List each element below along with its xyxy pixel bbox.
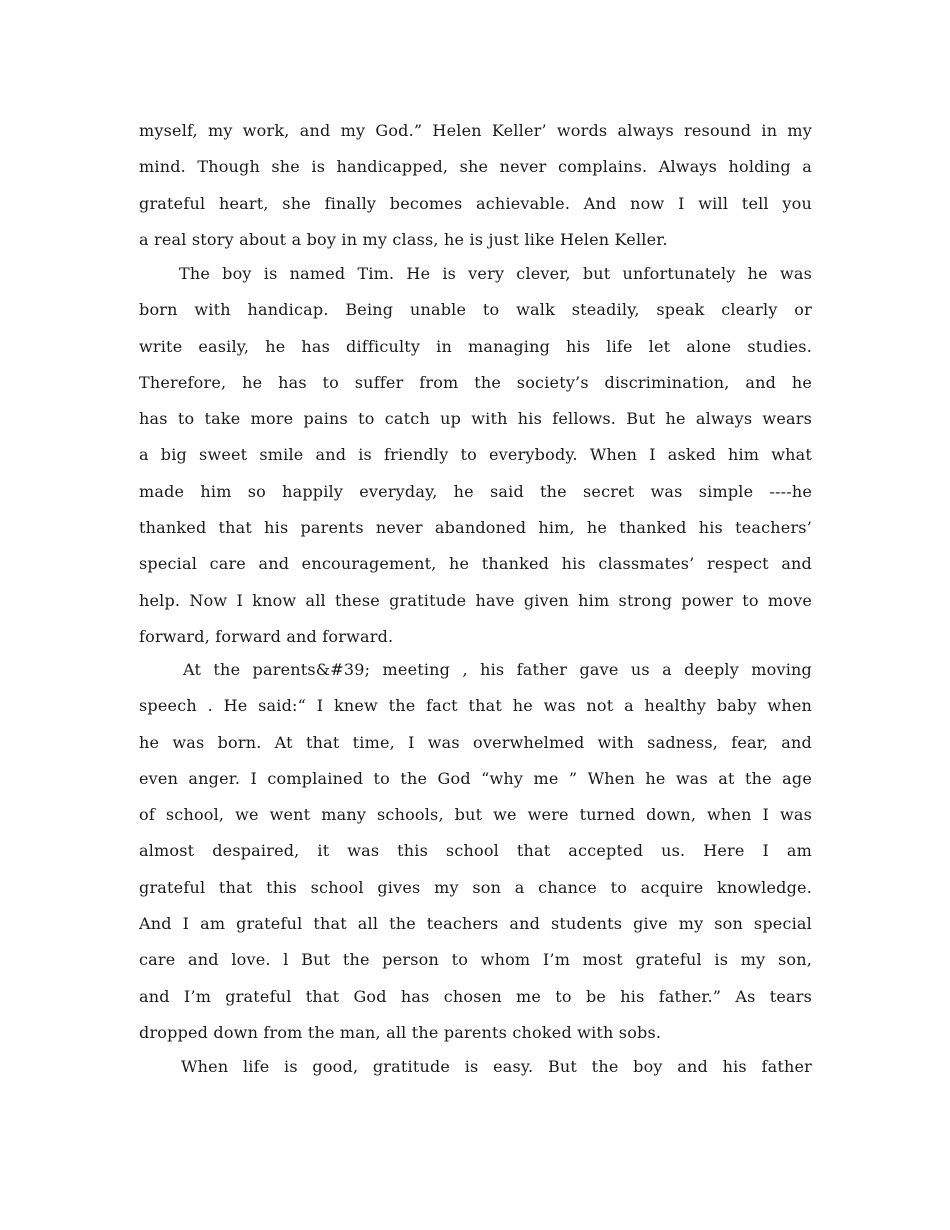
text-line: grateful that this school gives my son a chance to acquire knowledge. xyxy=(139,877,812,897)
text-line: a real story about a boy in my class, he is just like Helen Keller. xyxy=(139,229,668,249)
text-line: forward, forward and forward. xyxy=(139,626,394,646)
text-line: help. Now I know all these gratitude have given him strong power to move xyxy=(139,590,812,610)
text-line: Therefore, he has to suffer from the society’s discrimination, and he xyxy=(139,372,812,392)
text-line: and I’m grateful that God has chosen me to be his father.” As tears xyxy=(139,986,812,1006)
text-line: almost despaired, it was this school that accepted us. Here I am xyxy=(139,841,812,861)
text-line: speech . He said:“ I knew the fact that he was not a healthy baby when xyxy=(139,696,812,716)
text-line: he was born. At that time, I was overwhelmed with sadness, fear, and xyxy=(139,732,812,752)
text-line: write easily, he has difficulty in managing his life let alone studies. xyxy=(139,336,812,356)
text-line: has to take more pains to catch up with his fellows. But he always wears xyxy=(139,409,812,429)
text-line: mind. Though she is handicapped, she never complains. Always holding a xyxy=(139,157,812,177)
text-line: grateful heart, she finally becomes achievable. And now I will tell you xyxy=(139,193,812,213)
text-line: dropped down from the man, all the parents choked with sobs. xyxy=(139,1022,662,1042)
text-line: myself, my work, and my God.” Helen Keller’ words always resound in my xyxy=(139,121,812,140)
text-line: thanked that his parents never abandoned him, he thanked his teachers’ xyxy=(139,518,812,538)
paragraph-parents-meeting xyxy=(139,652,812,1051)
paragraph-helen-keller xyxy=(139,113,812,258)
text-line: care and love. l But the person to whom I’m most grateful is my son, xyxy=(139,950,812,970)
text-line: And I am grateful that all the teachers and students give my son special xyxy=(139,914,812,934)
text-line: special care and encouragement, he thanked his classmates’ respect and xyxy=(139,554,812,574)
text-line: of school, we went many schools, but we were turned down, when I was xyxy=(139,805,812,825)
text-line: even anger. I complained to the God “why me ” When he was at the age xyxy=(139,768,812,788)
text-line: born with handicap. Being unable to walk steadily, speak clearly or xyxy=(139,300,812,320)
paragraph-gratitude xyxy=(139,1049,812,1085)
text-line: When life is good, gratitude is easy. But the boy and his father xyxy=(181,1057,812,1076)
text-line: a big sweet smile and is friendly to everybody. When I asked him what xyxy=(139,445,812,465)
text-line: At the parents&#39; meeting , his father gave us a deeply moving xyxy=(183,660,812,679)
text-line: The boy is named Tim. He is very clever, but unfortunately he was xyxy=(179,264,812,283)
paragraph-tim xyxy=(139,256,812,655)
text-line: made him so happily everyday, he said the secret was simple ----he xyxy=(139,481,812,501)
